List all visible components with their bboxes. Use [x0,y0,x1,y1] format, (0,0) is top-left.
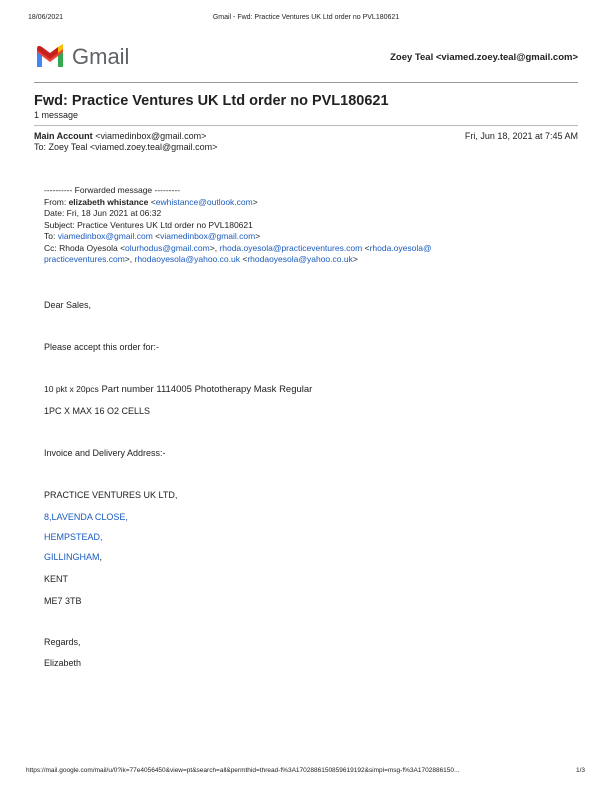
header-divider [34,82,578,83]
fwd-to-link[interactable]: viamedinbox@gmail.com [57,231,153,241]
cc-link-3[interactable]: rhoda.oyesola@ [369,242,432,253]
print-url: https://mail.google.com/mail/u/0?ik=77e4056450&view=pt&search=all&permthid=thread-f%3A1702886150859619192&simpl=msg-f%3A1702886150... [26,767,460,774]
cc-link-1[interactable]: olurhodus@gmail.com [125,242,210,253]
address-line-1-link[interactable]: 8,LAVENDA CLOSE, [44,512,128,522]
signature: Elizabeth [44,658,82,668]
fwd-from-name: elizabeth whistance [68,196,149,207]
subject-divider [34,125,578,126]
message-from [34,131,206,141]
cc-link-5[interactable]: rhodaoyesola@yahoo.co.uk [247,254,353,264]
fwd-from-close: > [252,196,258,207]
sender-name: Main Account [34,131,93,141]
cc-sep-2: < [362,242,370,253]
cc-link-3b[interactable]: practiceventures.com [44,254,125,264]
cc-sep-1: >, [209,242,220,253]
message-to: To: Zoey Teal <viamed.zoey.teal@gmail.com> [34,142,218,152]
address-line-3-comma: , [99,552,103,562]
order-item: Part number 1114005 Phototherapy Mask Regular [98,384,313,395]
order-cells: 1PC X MAX 16 O2 CELLS [44,406,151,416]
page-number: 1/3 [575,767,585,774]
gmail-logo-text: Gmail [72,44,130,69]
intro-text: Please accept this order for:- [44,342,160,352]
postcode: ME7 3TB [44,596,82,606]
address-line-2-link[interactable]: HEMPSTEAD, [44,532,103,542]
print-title: Gmail - Fwd: Practice Ventures UK Ltd order no PVL180621 [212,14,400,21]
account-user: Zoey Teal <viamed.zoey.teal@gmail.com> [390,52,578,63]
forwarded-header [44,185,432,266]
address-line-3 [44,552,102,562]
cc-sep-4: < [240,254,248,264]
fwd-to-close: > [255,231,261,241]
cc-close: > [352,254,358,264]
company-name: PRACTICE VENTURES UK LTD, [44,490,178,500]
order-line [44,384,312,395]
fwd-to-label: To: [44,231,58,241]
fwd-to-link2[interactable]: viamedinbox@gmail.com [160,231,256,241]
address-line-3-link[interactable]: GILLINGHAM [44,552,100,562]
thread-subject: Fwd: Practice Ventures UK Ltd order no PVL180621 [34,93,389,109]
fwd-from-label: From: [44,196,69,207]
fwd-to-mid: < [152,231,161,241]
message-count: 1 message [34,110,79,120]
cc-link-4[interactable]: rhodaoyesola@yahoo.co.uk [134,254,240,264]
address-heading: Invoice and Delivery Address:- [44,448,166,458]
fwd-from-open: < [148,196,156,207]
fwd-to [44,231,432,243]
fwd-date: Date: Fri, 18 Jun 2021 at 06:32 [44,208,162,218]
fwd-subject: Subject: Practice Ventures UK Ltd order no PVL180621 [44,219,253,230]
gmail-logo-icon [35,44,65,68]
greeting: Dear Sales, [44,300,92,310]
regards: Regards, [44,637,81,647]
fwd-from [44,197,432,209]
fwd-from-email-link[interactable]: ewhistance@outlook.com [155,196,253,207]
fwd-cc [44,243,432,255]
cc-link-2[interactable]: rhoda.oyesola@practiceventures.com [219,242,363,253]
order-qty: 10 pkt x 20pcs [44,384,99,394]
county: KENT [44,574,69,584]
sender-email: <viamedinbox@gmail.com> [95,131,207,141]
fwd-cc-cont [44,254,432,266]
cc-sep-3: >, [124,254,135,264]
print-date: 18/06/2021 [28,14,64,21]
fwd-cc-label: Cc: Rhoda Oyesola < [44,242,126,253]
forward-divider: ---------- Forwarded message --------- [44,185,180,195]
message-date: Fri, Jun 18, 2021 at 7:45 AM [464,131,578,141]
